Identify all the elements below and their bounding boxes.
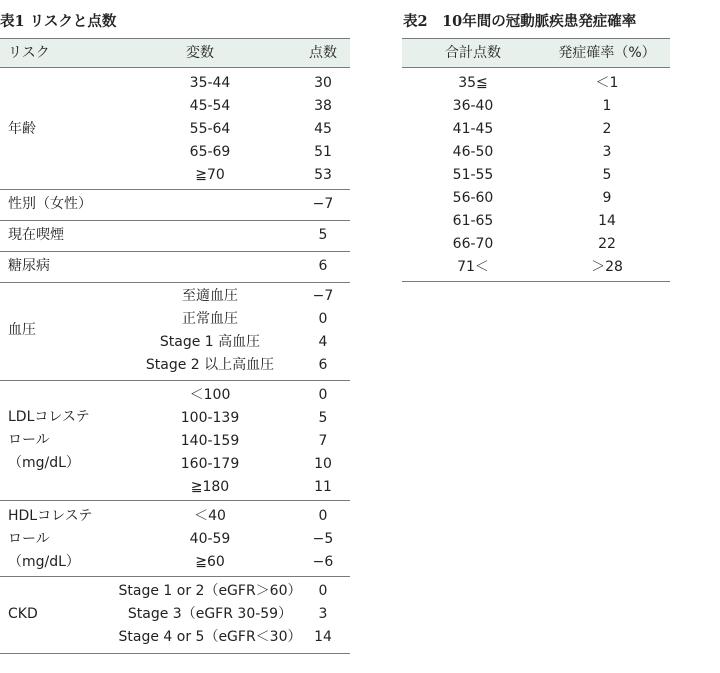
variable-cell: ≧60 [195, 554, 225, 570]
total-points-cell: 56-60 [452, 190, 494, 206]
row-label: 現在喫煙 [8, 227, 64, 243]
points-cell: 10 [314, 456, 332, 472]
row-label: 性別（女性） [8, 196, 92, 212]
total-points-cell: 71＜ [457, 259, 489, 275]
probability-cell: ＜1 [595, 75, 619, 91]
points-cell: 0 [318, 387, 328, 403]
points-cell: −6 [312, 554, 334, 570]
table1-header [0, 38, 350, 68]
points-cell: 0 [318, 311, 328, 327]
total-points-cell: 66-70 [452, 236, 494, 252]
points-cell: 51 [314, 144, 332, 160]
header-probability: 発症確率（%） [558, 45, 656, 61]
variable-cell: 35-44 [189, 75, 231, 91]
variable-cell: 40-59 [189, 531, 231, 547]
group-divider [0, 251, 350, 252]
probability-cell: 9 [602, 190, 612, 206]
total-points-cell: 46-50 [452, 144, 494, 160]
points-cell: 38 [314, 98, 332, 114]
probability-cell: 5 [602, 167, 612, 183]
variable-cell: Stage 1 or 2（eGFR＞60） [118, 583, 302, 599]
row-label: CKD [8, 606, 38, 622]
points-cell: 6 [318, 357, 328, 373]
header-total-points: 合計点数 [445, 45, 501, 61]
row-label: ロール [8, 432, 50, 448]
variable-cell: ≧70 [195, 167, 225, 183]
points-cell: 7 [318, 433, 328, 449]
group-divider [0, 380, 350, 381]
points-cell: 45 [314, 121, 332, 137]
points-cell: 0 [318, 583, 328, 599]
variable-cell: ＜40 [194, 508, 226, 524]
table2-title: 表2 10年間の冠動脈疾患発症確率 [403, 13, 637, 30]
row-label: （mg/dL） [8, 455, 80, 471]
table2-bottom-rule [402, 281, 670, 282]
group-divider [0, 653, 350, 654]
variable-cell: 55-64 [189, 121, 231, 137]
total-points-cell: 41-45 [452, 121, 494, 137]
variable-cell: 160-179 [180, 456, 240, 472]
points-cell: 53 [314, 167, 332, 183]
total-points-cell: 35≦ [458, 75, 488, 91]
group-divider [0, 189, 350, 190]
row-label: HDLコレステ [8, 508, 93, 524]
variable-cell: Stage 4 or 5（eGFR＜30） [118, 629, 302, 645]
total-points-cell: 36-40 [452, 98, 494, 114]
group-divider [0, 576, 350, 577]
probability-cell: 14 [598, 213, 616, 229]
variable-cell: Stage 1 高血圧 [159, 334, 261, 350]
points-cell: 5 [318, 227, 328, 243]
variable-cell: ＜100 [189, 387, 231, 403]
group-divider [0, 220, 350, 221]
table2-header [402, 38, 670, 68]
points-cell: 11 [314, 479, 332, 495]
row-label: 糖尿病 [8, 258, 50, 274]
points-cell: −5 [312, 531, 334, 547]
row-label: ロール [8, 531, 50, 547]
points-cell: 30 [314, 75, 332, 91]
variable-cell: 45-54 [189, 98, 231, 114]
variable-cell: 正常血圧 [182, 311, 238, 327]
header-points: 点数 [309, 45, 337, 61]
points-cell: 14 [314, 629, 332, 645]
points-cell: −7 [312, 288, 334, 304]
row-label: 年齢 [8, 121, 36, 137]
variable-cell: Stage 3（eGFR 30-59） [127, 606, 293, 622]
group-divider [0, 500, 350, 501]
probability-cell: 1 [602, 98, 612, 114]
points-cell: −7 [312, 196, 334, 212]
row-label: LDLコレステ [8, 409, 90, 425]
variable-cell: 100-139 [180, 410, 240, 426]
group-divider [0, 282, 350, 283]
row-label: 血圧 [8, 322, 36, 338]
probability-cell: ＞28 [591, 259, 623, 275]
table1-title: 表1 リスクと点数 [0, 13, 117, 30]
points-cell: 4 [318, 334, 328, 350]
variable-cell: Stage 2 以上高血圧 [145, 357, 275, 373]
probability-cell: 22 [598, 236, 616, 252]
variable-cell: 65-69 [189, 144, 231, 160]
variable-cell: ≧180 [190, 479, 230, 495]
total-points-cell: 61-65 [452, 213, 494, 229]
probability-cell: 3 [602, 144, 612, 160]
header-risk: リスク [8, 45, 50, 61]
probability-cell: 2 [602, 121, 612, 137]
variable-cell: 至適血圧 [182, 288, 238, 304]
total-points-cell: 51-55 [452, 167, 494, 183]
points-cell: 0 [318, 508, 328, 524]
variable-cell: 140-159 [180, 433, 240, 449]
points-cell: 3 [318, 606, 328, 622]
points-cell: 6 [318, 258, 328, 274]
points-cell: 5 [318, 410, 328, 426]
row-label: （mg/dL） [8, 554, 80, 570]
header-variable: 変数 [186, 45, 214, 61]
